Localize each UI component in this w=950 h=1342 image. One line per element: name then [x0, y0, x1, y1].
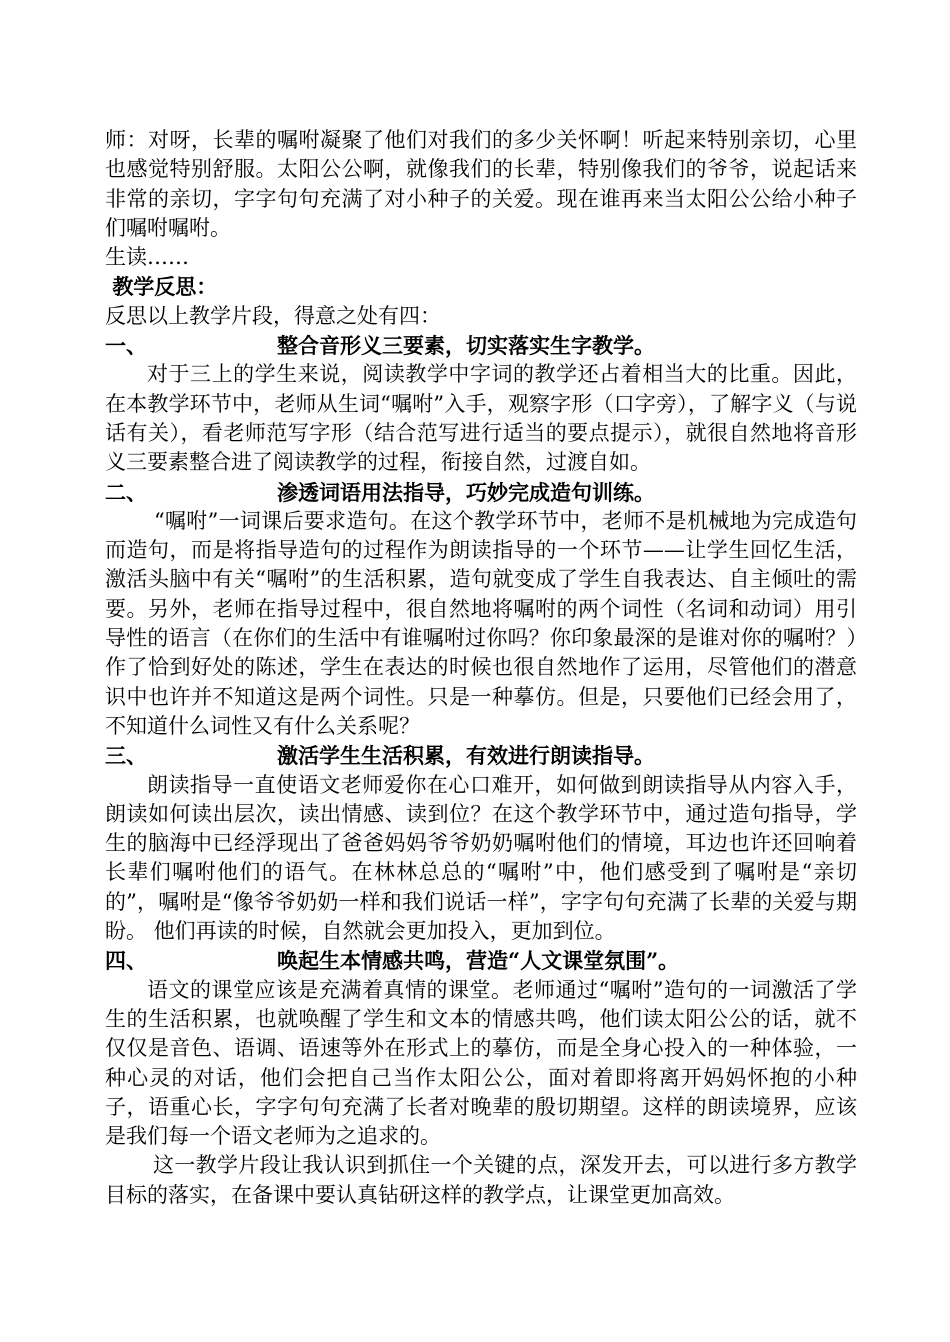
section-number: 三、	[105, 743, 147, 769]
section-number: 二、	[105, 479, 147, 505]
section-body-3: 朗读指导一直使语文老师爱你在心口难开，如何做到朗读指导从内容入手，朗读如何读出层次，读出情感、读到位？在这个教学环节中，通过造句指导，学生的脑海中已经浮现出了爸爸妈妈爷爷奶奶嘱咐他们的情境，耳边也许还回响着长辈们嘱咐他们的语气。在林林总总的“嘱咐”中，他们感受到了嘱咐是“亲切的”，嘱咐是“像爷爷奶奶一样和我们说话一样”，字字句句充满了长辈的关爱与期盼。 他们再读的时候，自然就会更加投入，更加到位。	[105, 772, 857, 944]
section-body-4: 语文的课堂应该是充满着真情的课堂。老师通过“嘱咐”造句的一词激活了学生的生活积累，也就唤醒了学生和文本的情感共鸣，他们读太阳公公的话，就不仅仅是音色、语调、语速等外在形式上的摹仿，而是全身心投入的一种体验，一种心灵的对话，他们会把自己当作太阳公公，面对着即将离开妈妈怀抱的小种子，语重心长，字字句句充满了长者对晚辈的殷切期望。这样的朗读境界，应该是我们每一个语文老师为之追求的。	[105, 977, 857, 1149]
reflection-title: 教学反思：	[105, 274, 218, 300]
section-heading-3	[105, 741, 857, 770]
section-body-1: 对于三上的学生来说，阅读教学中字词的教学还占着相当大的比重。因此，在本教学环节中，老师从生词“嘱咐”入手，观察字形（口字旁），了解字义（与说话有关），看老师范写字形（结合范写进行适当的要点提示），就很自然地将音形义三要素整合进了阅读教学的过程，衔接自然，过渡自如。	[105, 362, 857, 475]
section-heading-2	[105, 478, 857, 507]
section-title: 渗透词语用法指导，巧妙完成造句训练。	[277, 479, 655, 505]
section-title: 激活学生生活积累，有效进行朗读指导。	[277, 743, 655, 769]
teacher-dialogue: 师：对呀，长辈的嘱咐凝聚了他们对我们的多少关怀啊！听起来特别亲切，心里也感觉特别舒服。太阳公公啊，就像我们的长辈，特别像我们的爷爷，说起话来非常的亲切，字字句句充满了对小种子的关爱。现在谁再来当太阳公公给小种子们嘱咐嘱咐。	[105, 128, 857, 240]
section-heading-4	[105, 946, 857, 975]
section-title: 唤起生本情感共鸣，营造“人文课堂氛围”。	[277, 948, 680, 974]
closing-paragraph: 这一教学片段让我认识到抓住一个关键的点，深发开去，可以进行多方教学目标的落实，在备课中要认真钻研这样的教学点，让课堂更加高效。	[105, 1153, 857, 1207]
section-body-2: “嘱咐”一词课后要求造句。在这个教学环节中，老师不是机械地为完成造句而造句，而是将指导造句的过程作为朗读指导的一个环节——让学生回忆生活，激活头脑中有关“嘱咐”的生活积累，造句就变成了学生自我表达、自主倾吐的需要。另外，老师在指导过程中，很自然地将嘱咐的两个词性（名词和动词）用引导性的语言（在你们的生活中有谁嘱咐过你吗？你印象最深的是谁对你的嘱咐？）作了恰到好处的陈述，学生在表达的时候也很自然地作了运用，尽管他们的潜意识中也许并不知道这是两个词性。只是一种摹仿。但是，只要他们已经会用了，不知道什么词性又有什么关系呢？	[105, 508, 857, 738]
section-number: 一、	[105, 333, 147, 359]
document-page	[105, 126, 857, 1210]
section-number: 四、	[105, 948, 147, 974]
section-heading-1	[105, 331, 857, 360]
section-title: 整合音形义三要素，切实落实生字教学。	[277, 333, 655, 359]
student-reading-line: 生读……	[105, 245, 189, 270]
reflection-lead: 反思以上教学片段，得意之处有四：	[105, 303, 441, 328]
